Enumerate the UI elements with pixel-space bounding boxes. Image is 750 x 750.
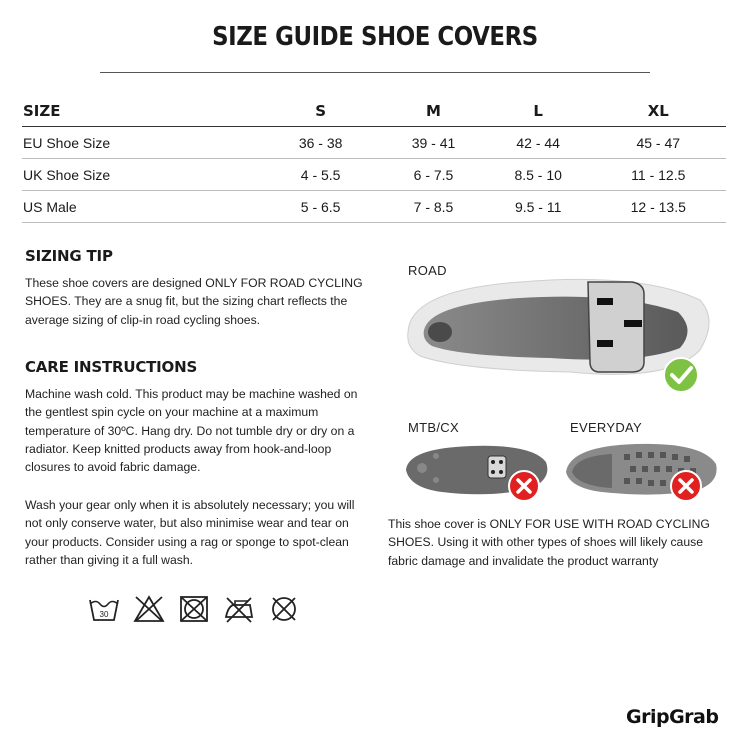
warranty-notice: This shoe cover is ONLY FOR USE WITH ROAD CYCLING SHOES. Using it with other types of shoes will likely cause fabric damage and invalidate the product warranty — [388, 517, 710, 568]
table-row — [22, 127, 726, 159]
no-bleach-icon — [133, 594, 165, 624]
table-cell: 8.5 - 10 — [486, 159, 591, 191]
table-cell: 9.5 - 11 — [486, 191, 591, 223]
table-cell: 39 - 41 — [381, 127, 486, 159]
row-label: EU Shoe Size — [22, 127, 260, 159]
header-m: M — [381, 96, 486, 127]
row-label: US Male — [22, 191, 260, 223]
table-cell: 5 - 6.5 — [260, 191, 381, 223]
table-cell: 4 - 5.5 — [260, 159, 381, 191]
mtb-shoe-image — [402, 436, 552, 506]
care-heading: CARE INSTRUCTIONS — [25, 358, 198, 376]
header-l: L — [486, 96, 591, 127]
table-cell: 7 - 8.5 — [381, 191, 486, 223]
no-iron-icon — [223, 594, 255, 624]
brand-logo: GripGrab — [626, 706, 719, 728]
sizing-tip-text: These shoe covers are designed ONLY FOR ROAD CYCLING SHOES. They are a snug fit, but the sizing chart reflects the average sizing of clip-in road cycling shoes. — [25, 276, 363, 327]
no-tumble-dry-icon — [178, 594, 210, 624]
table-cell: 6 - 7.5 — [381, 159, 486, 191]
row-label: UK Shoe Size — [22, 159, 260, 191]
table-cell: 42 - 44 — [486, 127, 591, 159]
sizing-tip-heading: SIZING TIP — [25, 247, 113, 265]
care-text-2: Wash your gear only when it is absolutely necessary; you will not only conserve water, but also minimise wear and tear on your products. Consider using a rag or sponge to spot-clean rather than giving it a full wash. — [25, 498, 355, 567]
no-dry-clean-icon — [268, 594, 300, 624]
everyday-shoe-image — [562, 436, 722, 506]
wash-temp-label: 30 — [99, 610, 109, 619]
wash-30-icon — [88, 594, 120, 624]
table-cell: 11 - 12.5 — [591, 159, 726, 191]
road-label: ROAD — [408, 263, 447, 278]
table-header-row — [22, 96, 726, 127]
table-cell: 36 - 38 — [260, 127, 381, 159]
header-xl: XL — [591, 96, 726, 127]
table-row — [22, 191, 726, 223]
header-s: S — [260, 96, 381, 127]
table-cell: 45 - 47 — [591, 127, 726, 159]
page-title: SIZE GUIDE SHOE COVERS — [212, 22, 538, 52]
road-shoe-image — [400, 272, 720, 397]
check-icon — [664, 358, 698, 392]
title-divider — [100, 72, 650, 73]
table-cell: 12 - 13.5 — [591, 191, 726, 223]
care-text-1: Machine wash cold. This product may be machine washed on the gentlest spin cycle on your machine at a maximum temperature of 30ºC. Hang dry. Do not tumble dry or dry on a radiator. Keep knitted products away from hook-and-loop closures to avoid fabric damage. — [25, 387, 358, 475]
mtb-label: MTB/CX — [408, 420, 459, 435]
everyday-label: EVERYDAY — [570, 420, 643, 435]
header-size: SIZE — [22, 96, 260, 127]
table-row — [22, 159, 726, 191]
care-symbols — [88, 594, 308, 626]
size-table — [22, 96, 726, 223]
